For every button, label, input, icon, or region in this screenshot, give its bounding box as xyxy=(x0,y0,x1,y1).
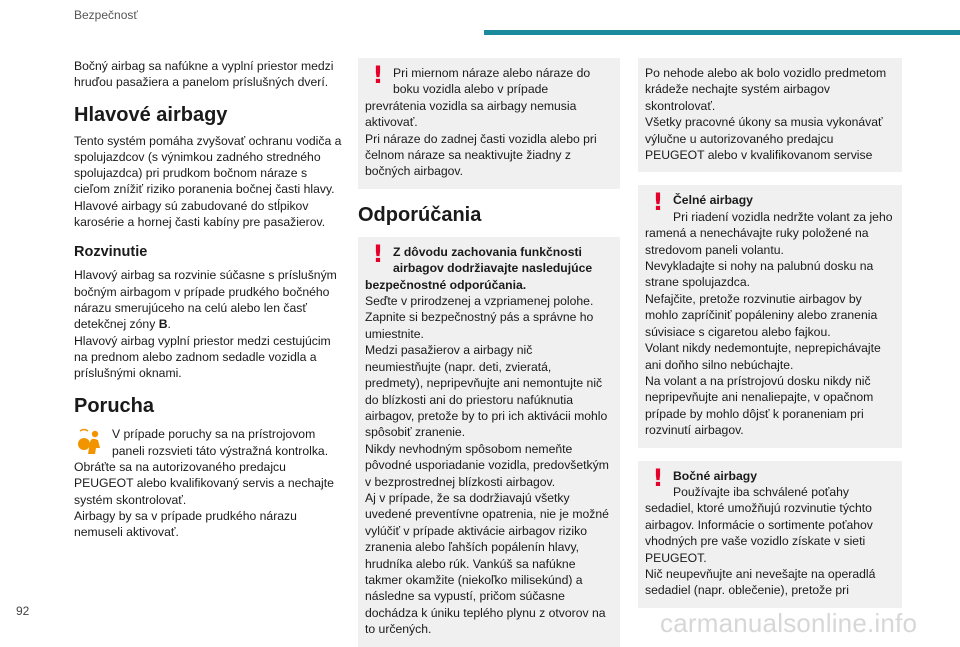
advice-line: Aj v prípade, že sa dodržiavajú všetky uvedené preventívne opatrenia, nie je možné vylúčiť v prípade aktivácie airbagov riziko zranenia alebo ľahších popálenín hlavy, hrudníka alebo rúk. Vankúš sa nafúkne takmer okamžite (niekoľko milisekúnd) a následne sa vypustí, pričom súčasne dochádza k úniku teplého plynu z otvorov na to určených. xyxy=(365,490,609,637)
advice-line: Nikdy nevhodným spôsobom nemeňte pôvodné usporiadanie vozidla, predovšetkým v bezprostrednej blízkosti airbagov. xyxy=(365,441,609,489)
watermark: carmanualsonline.info xyxy=(660,608,918,638)
after-accident-text-2: Všetky pracovné úkony sa musia vykonávať výlučne u autorizovaného predajcu PEUGEOT alebo v kvalifikovanom servise xyxy=(645,115,883,163)
exclamation-icon: ! xyxy=(652,463,664,492)
heading-fault: Porucha xyxy=(74,395,155,418)
warning-box-minor-impact xyxy=(358,58,620,189)
exclamation-icon: ! xyxy=(652,188,664,217)
advice-lead: Z dôvodu zachovania funkčnosti airbagov dodržiavajte nasledujúce bezpečnostné odporúčania. xyxy=(365,244,593,292)
advice-line: Seďte v prirodzenej a vzpriamenej polohe. xyxy=(365,294,594,309)
column-right xyxy=(638,58,902,608)
exclamation-icon: ! xyxy=(372,239,384,268)
minor-impact-text-2: Pri náraze do zadnej časti vozidla alebo pri čelnom náraze sa neaktivujte žiadny z bočných airbagov. xyxy=(365,131,597,179)
side-airbag-intro: Bočný airbag sa nafúkne a vyplní priestor medzi hruďou pasažiera a panelom príslušných dverí. xyxy=(74,59,334,90)
minor-impact-text-1: Pri miernom náraze alebo náraze do boku vozidla alebo v prípade prevrátenia vozidla sa airbagy nemusia aktivovať. xyxy=(365,66,591,130)
warning-box-advice xyxy=(358,237,620,647)
column-middle xyxy=(358,58,620,647)
heading-advice: Odporúčania xyxy=(358,203,482,226)
front-airbags-line: Volant nikdy nedemontujte, neprepichávajte ani doňho silno nebúchajte. xyxy=(645,341,881,372)
section-header: Bezpečnosť xyxy=(74,8,138,22)
front-airbags-line: Nevykladajte si nohy na palubnú dosku na strane spolujazdca. xyxy=(645,259,874,290)
warning-box-side-airbags xyxy=(638,461,902,608)
advice-line: Medzi pasažierov a airbagy nič neumiestňujte (napr. deti, zvieratá, predmety), nepripevňujte ani nemontujte nič do blízkosti ani do priestoru nafúknutia airbagov, pretože by to pri ich aktivácii mohlo spôsobiť zranenie. xyxy=(365,343,608,440)
side-airbags-title: Bočné airbagy xyxy=(673,468,757,483)
front-airbags-line: Pri riadení vozidla nedržte volant za jeho ramená a nenechávajte ruky položené na stredovom paneli volantu. xyxy=(645,209,893,257)
after-accident-text-1: Po nehode alebo ak bolo vozidlo predmetom krádeže nechajte systém airbagov skontrolovať. xyxy=(645,66,887,113)
column-left xyxy=(74,58,346,541)
warning-box-front-airbags xyxy=(638,185,902,447)
head-airbags-text: Tento systém pomáha zvyšovať ochranu vodiča a spolujazdcov (s výnimkou zadného stredného spolujazdca) pri prudkom bočnom náraze s cieľom znížiť riziko poranenia bočnej časti hlavy. Hlavové airbagy sú zabudované do stĺpikov karosérie a hornej časti kabíny pre pasažierov. xyxy=(74,133,342,230)
fault-text-1: V prípade poruchy sa na prístrojovom paneli rozsvieti táto výstražná kontrolka. xyxy=(112,427,329,458)
heading-head-airbags: Hlavové airbagy xyxy=(74,103,228,126)
side-airbags-line: Nič neupevňujte ani nevešajte na operadlá sedadiel (napr. oblečenie), pretože pri xyxy=(645,566,876,598)
fault-text-2: Obráťte sa na autorizovaného predajcu PEUGEOT alebo kvalifikovaný servis a nechajte systém skontrolovať. xyxy=(74,460,334,507)
fault-block xyxy=(74,426,346,459)
heading-deployment: Rozvinutie xyxy=(74,244,148,261)
side-airbags-line: Používajte iba schválené poťahy sedadiel, ktoré umožňujú rozvinutie týchto airbagov. Informácie o sortimente poťahov vhodných pre vaše vozidlo získate v sieti PEUGEOT. xyxy=(645,484,873,565)
fault-text-3: Airbagy by sa v prípade prudkého nárazu nemuseli aktivovať. xyxy=(74,508,297,540)
front-airbags-line: Nefajčite, pretože rozvinutie airbagov by mohlo zapríčiniť popáleniny alebo zranenia súvisiace s cigaretou alebo fajkou. xyxy=(645,291,878,339)
advice-line: Zapnite si bezpečnostný pás a správne ho umiestnite. xyxy=(365,310,594,341)
exclamation-icon: ! xyxy=(372,61,384,89)
front-airbags-title: Čelné airbagy xyxy=(673,193,753,208)
deployment-text: Hlavový airbag sa rozvinie súčasne s príslušným bočným airbagom v prípade prudkého bočného nárazu smerujúceho na celú alebo len časť detekčnej zóny B. xyxy=(74,268,337,332)
zone-label: B xyxy=(158,317,168,332)
header-accent-bar xyxy=(484,30,960,35)
front-airbags-line: Na volant a na prístrojovú dosku nikdy nič nepripevňujte ani nenaliepajte, v opačnom prípade by mohlo dôjsť k poraneniam pri rozvinutí airbagov. xyxy=(645,373,874,438)
airbag-warning-lamp-icon xyxy=(74,426,108,456)
info-box-after-accident xyxy=(638,58,902,172)
deployment-text-2: Hlavový airbag vyplní priestor medzi cestujúcim na prednom alebo zadnom sedadle vozidla a príslušnými oknami. xyxy=(74,333,331,381)
page-number: 92 xyxy=(16,604,30,618)
